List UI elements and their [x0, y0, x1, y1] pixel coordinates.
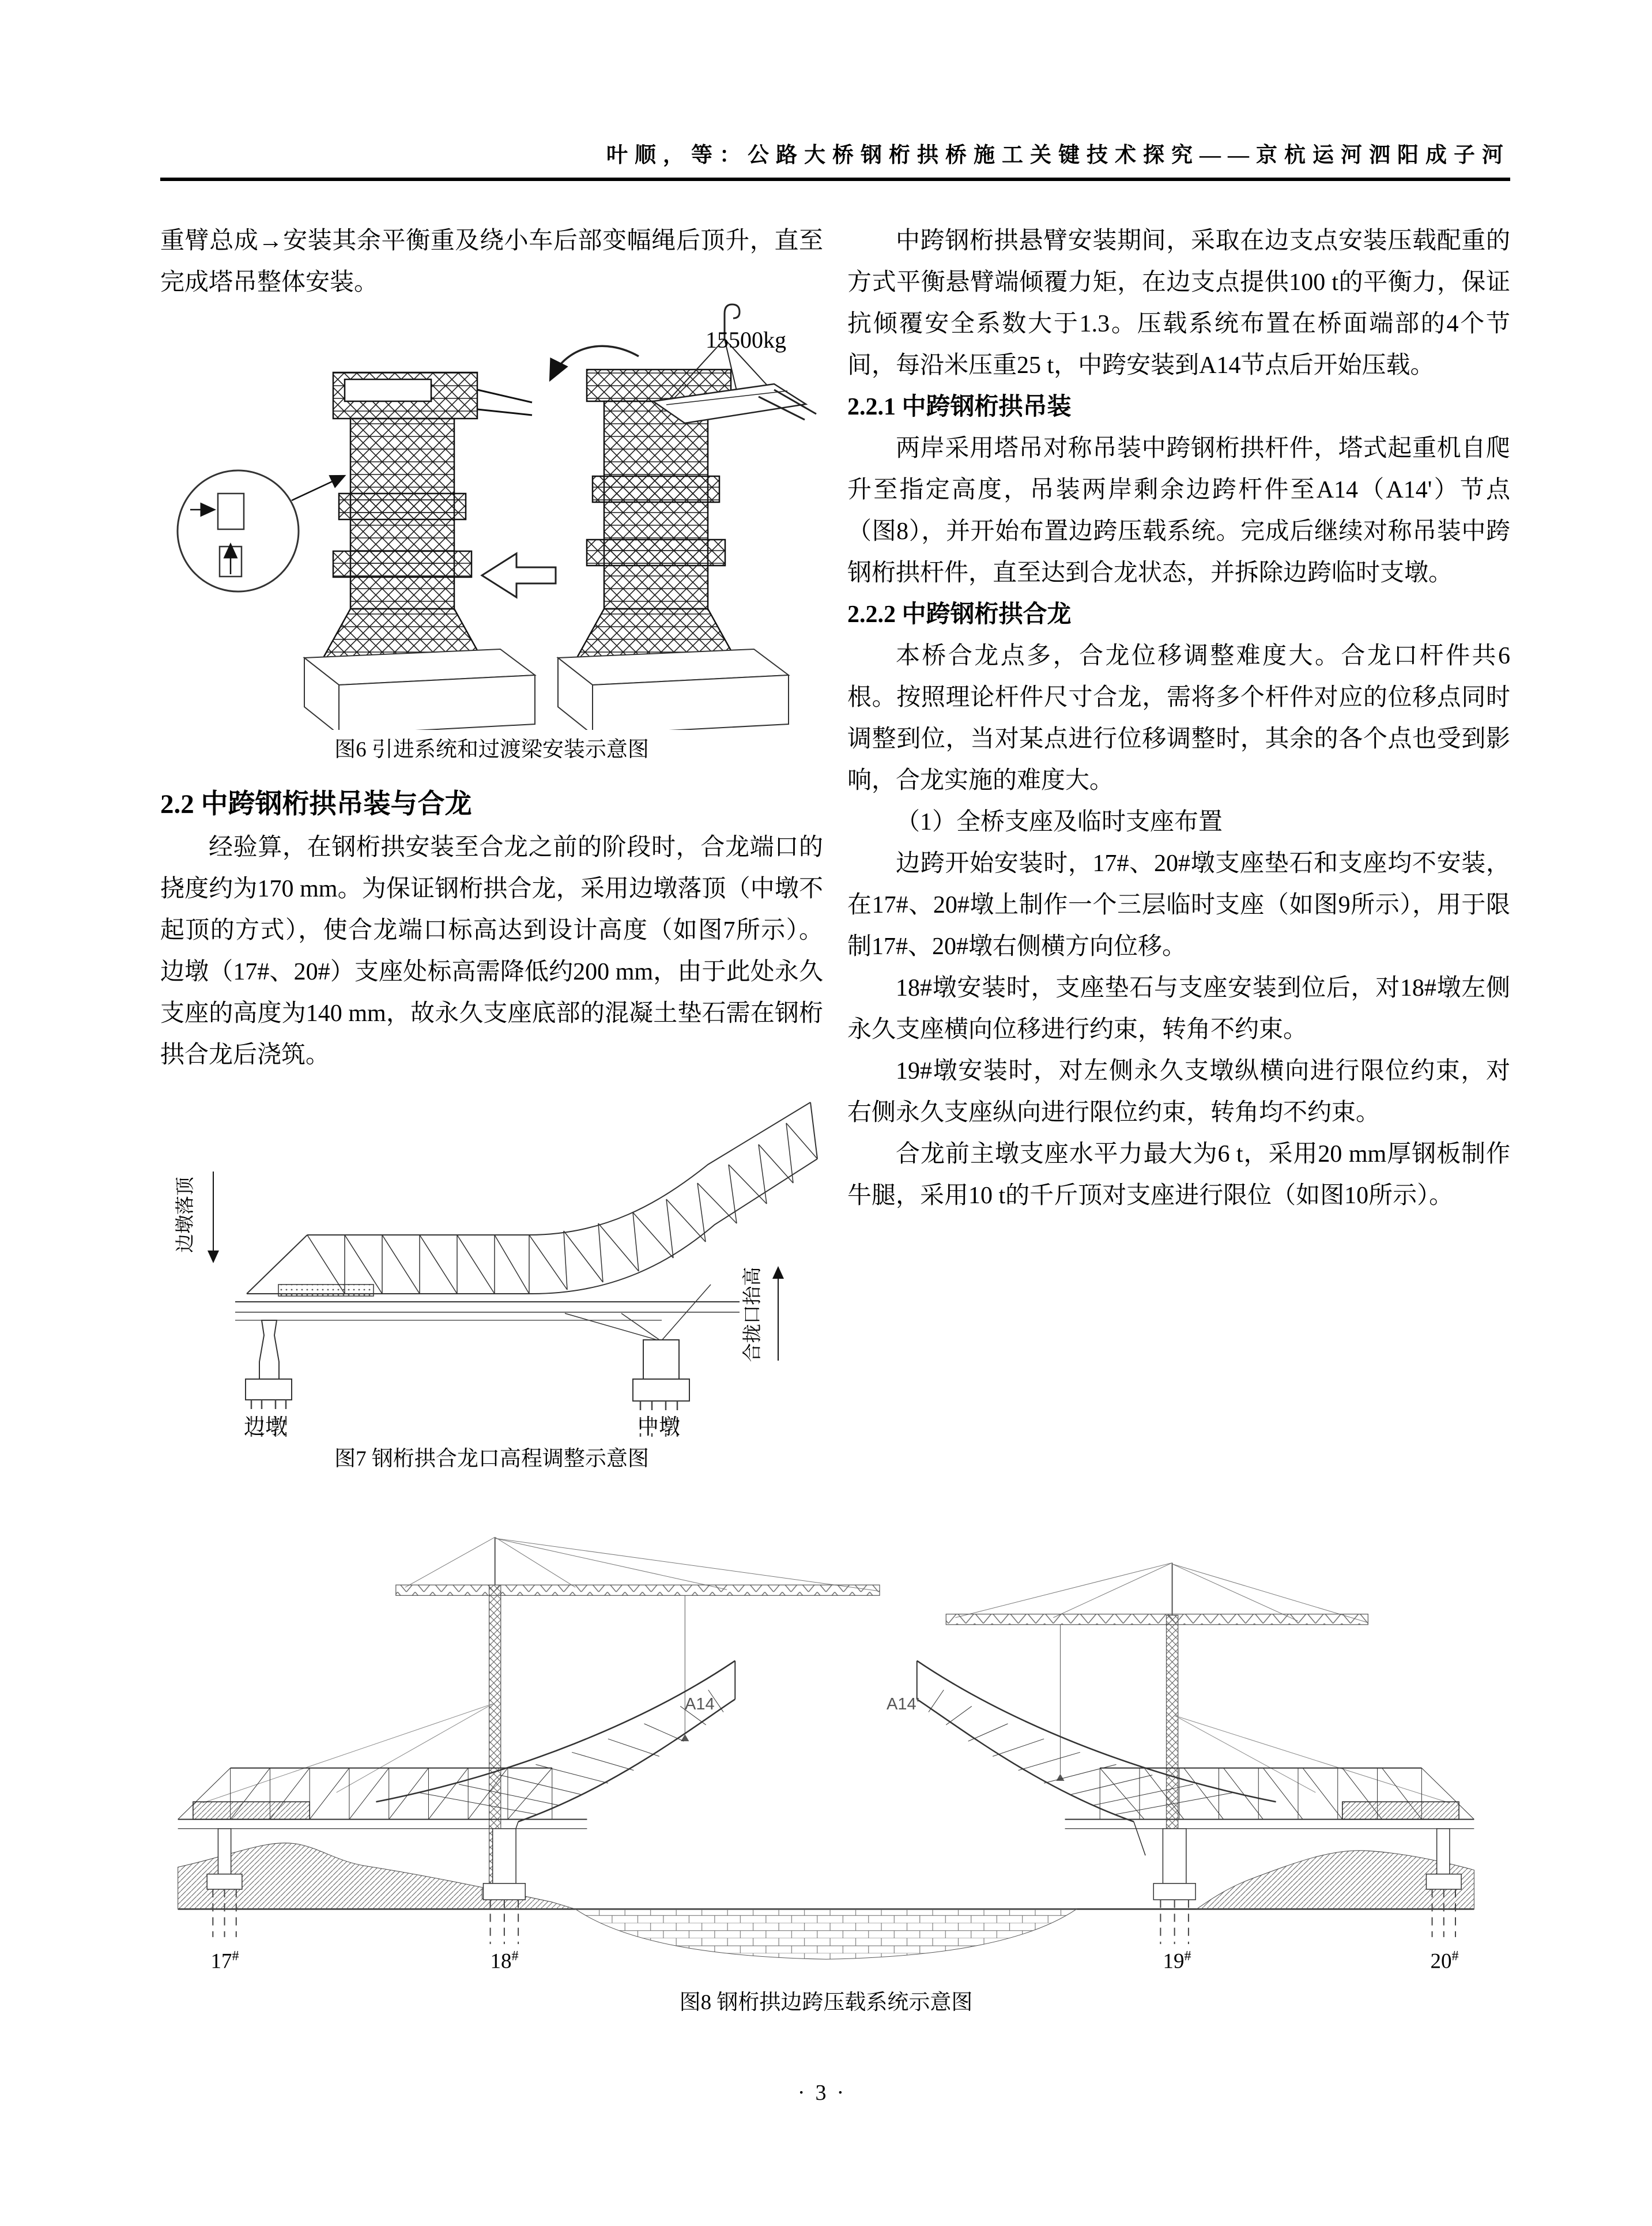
- figure-7-drawing: [160, 1091, 823, 1442]
- section-2-2-paragraph: 经验算，在钢桁拱安装至合龙之前的阶段时，合龙端口的挠度约为170 mm。为保证钢桁拱合龙，采用边墩落顶（中墩不起顶的方式），使合龙端口标高达到设计高度（如图7所示）。边墩（17#、20#）支座处标高需降低约200 mm，由于此处永久支座的高度为140 mm，故永久支座底部的混凝土垫石需在钢桁拱合龙后浇筑。: [160, 834, 823, 1068]
- paragraph: 19#墩安装时，对左侧永久支墩纵横向进行限位约束，对右侧永久支座纵向进行限位约束，转角均不约束。: [847, 1058, 1510, 1126]
- figure-8-caption: 图8 钢桁拱边跨压载系统示意图: [679, 1991, 973, 2014]
- paragraph: 本桥合龙点多，合龙位移调整难度大。合龙口杆件共6根。按照理论杆件尺寸合龙，需将多个杆件对应的位移点同时调整到位，当对某点进行位移调整时，其余的各个点也受到影响，合龙实施的难度大。: [847, 643, 1510, 794]
- label-side-pier: 边墩: [244, 1415, 286, 1439]
- pier-label-19: 19#: [1163, 1949, 1191, 1973]
- paragraph: 中跨钢桁拱悬臂安装期间，采取在边支点安装压载配重的方式平衡悬臂端倾覆力矩，在边支点提供100 t的平衡力，保证抗倾覆安全系数大于1.3。压载系统布置在桥面端部的4个节间，每沿米压重25 t，中跨安装到A14节点后开始压载。: [847, 228, 1510, 379]
- running-head: 叶顺，等：公路大桥钢桁拱桥施工关键技术探究——京杭运河泗阳成子河: [606, 144, 1510, 167]
- paragraph: 合龙前主墩支座水平力最大为6 t，采用20 mm厚钢板制作牛腿，采用10 t的千斤顶对支座进行限位（如图10所示）。: [847, 1141, 1510, 1209]
- section-2-2-heading: 2.2 中跨钢桁拱吊装与合龙: [160, 789, 472, 819]
- figure-6: [160, 303, 823, 766]
- left-column: [160, 220, 823, 1475]
- figure-7: [160, 1091, 823, 1475]
- right-tower-crane: [946, 1563, 1450, 1900]
- left-arrow-icon: [482, 553, 556, 597]
- figure-6-caption: 图6 引进系统和过渡梁安装示意图: [334, 738, 649, 762]
- figure-8-drawing: [144, 1529, 1508, 1995]
- left-tower-crane: [202, 1537, 880, 1899]
- right-column: [847, 220, 1510, 1216]
- ballast-block: [193, 1802, 310, 1819]
- left-arch-half: [376, 1661, 735, 1856]
- figure-7-caption: 图7 钢桁拱合龙口高程调整示意图: [334, 1447, 649, 1471]
- pier-label-18: 18#: [490, 1949, 519, 1973]
- label-drop-rotated: 边墩落顶: [175, 1177, 196, 1253]
- paragraph: 两岸采用塔吊对称吊装中跨钢桁拱杆件，塔式起重机自爬升至指定高度，吊装两岸剩余边跨杆件至A14（A14'）节点（图8），并开始布置边跨压载系统。完成后继续对称吊装中跨钢桁拱杆件，直至达到合龙状态，并拆除边跨临时支墩。: [847, 435, 1510, 586]
- figure-6-drawing: [160, 303, 823, 730]
- page-number: ·3·: [797, 2081, 855, 2105]
- pier-label-20: 20#: [1430, 1949, 1459, 1973]
- detail-callout: [178, 470, 344, 592]
- weight-label: 15500kg: [706, 327, 786, 353]
- right-arch-half: [917, 1661, 1276, 1856]
- figure-8: [144, 1529, 1508, 1995]
- list-item: （1）全桥支座及临时支座布置: [896, 809, 1223, 835]
- section-2-2-2-heading: 2.2.2 中跨钢桁拱合龙: [847, 601, 1072, 628]
- label-raise-rotated: 合拢口抬高: [742, 1267, 763, 1362]
- label-mid-pier: 中墩: [638, 1415, 680, 1439]
- ballast-block: [1342, 1802, 1459, 1819]
- paragraph: 18#墩安装时，支座垫石与支座安装到位后，对18#墩左侧永久支座横向位移进行约束，转角不约束。: [847, 975, 1510, 1043]
- node-label-a14: A14: [685, 1695, 715, 1713]
- pier-label-17: 17#: [210, 1949, 239, 1973]
- paragraph-continued: 重臂总成→安装其余平衡重及绕小车后部变幅绳后顶升，直至完成塔吊整体安装。: [160, 228, 823, 296]
- node-label-a14-prime: A14': [887, 1695, 920, 1713]
- header-rule: [160, 178, 1510, 181]
- paragraph: 边跨开始安装时，17#、20#墩支座垫石和支座均不安装，在17#、20#墩上制作一个三层临时支座（如图9所示），用于限制17#、20#墩右侧横方向位移。: [847, 850, 1510, 960]
- section-2-2-1-heading: 2.2.1 中跨钢桁拱吊装: [847, 394, 1072, 420]
